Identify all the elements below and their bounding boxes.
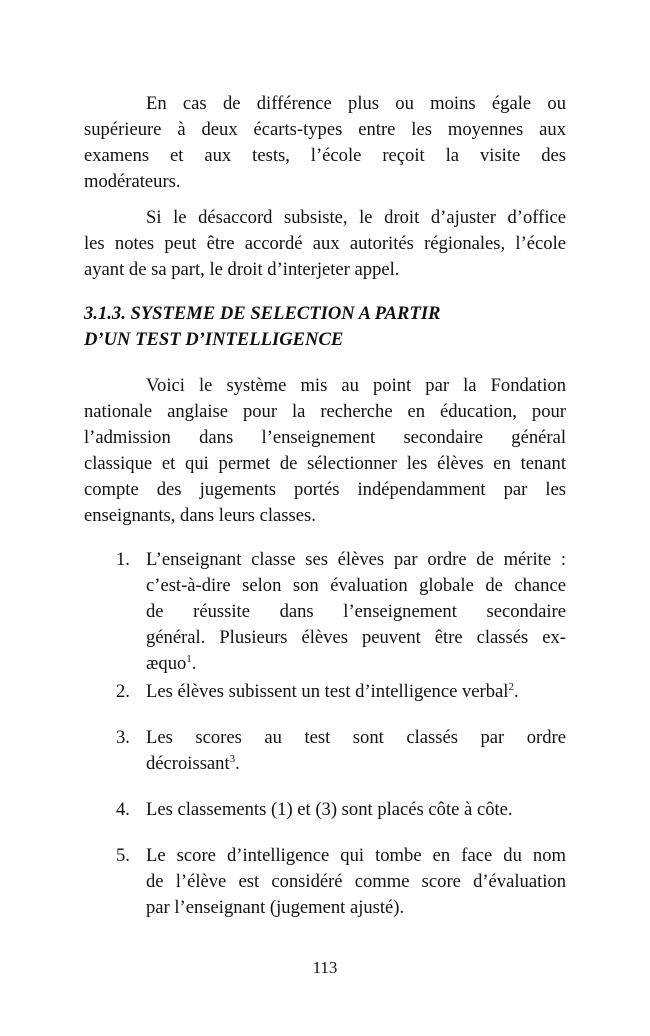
- list-item-line-text: Les élèves subissent un test d’intelligence verbal: [146, 681, 509, 702]
- paragraph-line: les notes peut être accordé aux autorités régionales, l’école: [84, 233, 566, 254]
- paragraph-line: ayant de sa part, le droit d’interjeter appel.: [84, 259, 400, 280]
- paragraph-line: modérateurs.: [84, 171, 181, 192]
- list-number: 5.: [116, 845, 130, 866]
- list-item-line-text: par l’enseignant (jugement ajusté).: [146, 897, 405, 918]
- list-item-line: [146, 547, 566, 573]
- paragraph-line: Si le désaccord subsiste, le droit d’ajuster d’office: [146, 207, 566, 228]
- list-item-line-text: général. Plusieurs élèves peuvent être classés ex-: [146, 627, 566, 648]
- paragraph: [84, 373, 566, 529]
- list-item-line: [146, 751, 566, 777]
- footnote-ref: 1: [186, 652, 192, 665]
- list-item-tail: .: [191, 653, 197, 674]
- paragraph-line: nationale anglaise pour la recherche en éducation, pour: [84, 401, 566, 422]
- paragraph: [84, 205, 566, 283]
- list-item-line: [146, 651, 566, 677]
- paragraph-line: Voici le système mis au point par la Fondation: [146, 375, 566, 396]
- list-item-line-text: Les classements (1) et (3) sont placés côte à côte.: [146, 799, 513, 820]
- paragraph-line: enseignants, dans leurs classes.: [84, 505, 316, 526]
- paragraph-line: l’admission dans l’enseignement secondaire général: [84, 427, 566, 448]
- list-item-text: [146, 797, 566, 823]
- list-item-line: [146, 573, 566, 599]
- heading-line: 3.1.3. SYSTEME DE SELECTION A PARTIR: [84, 303, 441, 324]
- list-item-text: [146, 725, 566, 777]
- list-item-text: [146, 843, 566, 921]
- heading-line: D’UN TEST D’INTELLIGENCE: [84, 329, 344, 350]
- paragraph-line: examens et aux tests, l’école reçoit la visite des: [84, 145, 566, 166]
- list-item-line-text: æquo: [146, 653, 187, 674]
- list-item-text: [146, 679, 566, 705]
- paragraph-line: En cas de différence plus ou moins égale ou: [146, 93, 566, 114]
- list-item-line: [146, 599, 566, 625]
- list-item-line-text: Les scores au test sont classés par ordre: [146, 727, 566, 748]
- list-item-line-text: décroissant: [146, 753, 230, 774]
- list-number: 2.: [116, 681, 130, 702]
- list-item-line: [146, 725, 566, 751]
- list-item-line: [146, 895, 566, 921]
- list-item-line: [146, 869, 566, 895]
- list-item-line: [146, 843, 566, 869]
- list-item-tail: .: [513, 681, 519, 702]
- list-number: 3.: [116, 727, 130, 748]
- list-item-line-text: de réussite dans l’enseignement secondaire: [146, 601, 566, 622]
- list-number: 1.: [116, 549, 130, 570]
- footnote-ref: 2: [508, 680, 514, 693]
- list-item-line-text: c’est-à-dire selon son évaluation globale de chance: [146, 575, 566, 596]
- list-item-line: [146, 679, 566, 705]
- list-item-line: [146, 797, 566, 823]
- list-item-tail: .: [235, 753, 240, 774]
- list-item-line-text: L’enseignant classe ses élèves par ordre de mérite :: [146, 549, 566, 570]
- list-item-text: [146, 547, 566, 677]
- paragraph-line: compte des jugements portés indépendamment par les: [84, 479, 566, 500]
- list-item-line-text: Le score d’intelligence qui tombe en face du nom: [146, 845, 566, 866]
- paragraph-line: supérieure à deux écarts-types entre les moyennes aux: [84, 119, 566, 140]
- paragraph: [84, 91, 566, 195]
- list-item-line-text: de l’élève est considéré comme score d’évaluation: [146, 871, 566, 892]
- section-heading: [84, 301, 566, 353]
- paragraph-line: classique et qui permet de sélectionner les élèves en tenant: [84, 453, 566, 474]
- list-item-line: [146, 625, 566, 651]
- page-number: 113: [312, 958, 338, 977]
- footnote-ref: 3: [229, 752, 236, 765]
- list-number: 4.: [116, 799, 130, 820]
